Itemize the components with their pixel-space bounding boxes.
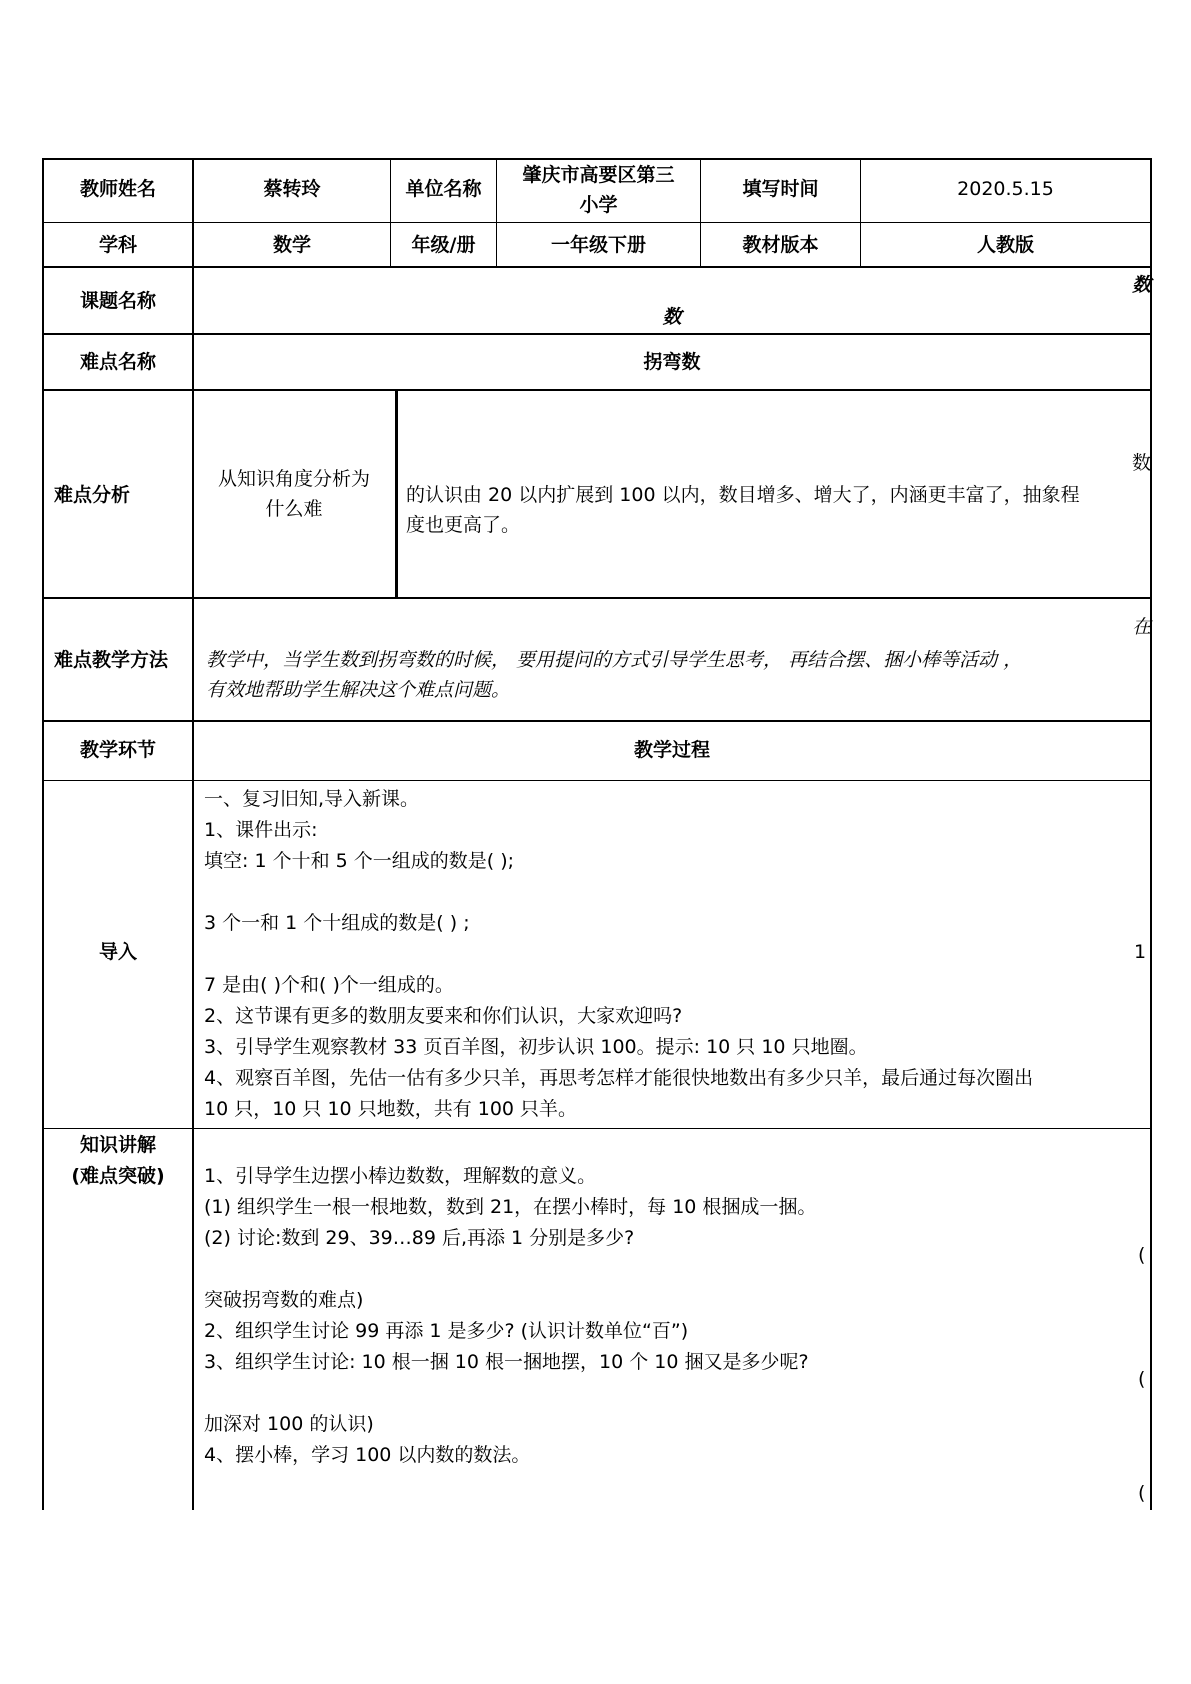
intro-line: 一、复习旧知,导入新课。 — [204, 788, 420, 810]
edition-value: 人教版 — [976, 234, 1034, 256]
intro-line: 3 个一和 1 个十组成的数是( ) ; — [204, 912, 470, 934]
intro-edge-char: 1 — [1134, 941, 1147, 963]
knowledge-label-line1: 知识讲解 — [79, 1134, 156, 1156]
analysis-edge-char: 数 — [1132, 452, 1152, 474]
intro-line: 10 只，10 只 10 只地数，共有 100 只羊。 — [204, 1098, 578, 1120]
method-edge-char: 在 — [1132, 616, 1152, 638]
knowledge-line: 3、组织学生讨论: 10 根一捆 10 根一捆地摆，10 个 10 捆又是多少呢? — [204, 1351, 809, 1373]
unit-name-label: 单位名称 — [405, 178, 482, 200]
knowledge-label-line2: (难点突破) — [71, 1165, 165, 1187]
method-label: 难点教学方法 — [54, 649, 169, 671]
edition-label: 教材版本 — [742, 234, 819, 256]
intro-line: 填空: 1 个十和 5 个一组成的数是( ); — [204, 850, 515, 872]
intro-line: 7 是由( )个和( )个一组成的。 — [204, 974, 454, 996]
analysis-text-line2: 度也更高了。 — [406, 514, 521, 536]
intro-line: 4、观察百羊图，先估一估有多少只羊，再思考怎样才能很快地数出有多少只羊，最后通过每次圈出 — [204, 1067, 1034, 1089]
topic-label: 课题名称 — [79, 290, 156, 312]
knowledge-line: 突破拐弯数的难点) — [204, 1289, 364, 1311]
intro-line: 2、这节课有更多的数朋友要来和你们认识，大家欢迎吗? — [204, 1005, 683, 1027]
knowledge-edge-char: ( — [1138, 1244, 1146, 1266]
stage-header-label: 教学环节 — [79, 739, 156, 761]
analysis-label: 难点分析 — [54, 484, 131, 506]
intro-label: 导入 — [98, 941, 137, 963]
grade-value: 一年级下册 — [550, 234, 646, 256]
knowledge-edge-char: ( — [1138, 1482, 1146, 1504]
knowledge-line: (1) 组织学生一根一根地数，数到 21，在摆小棒时，每 10 根捆成一捆。 — [204, 1196, 817, 1218]
knowledge-line: 加深对 100 的认识) — [204, 1413, 374, 1435]
unit-name-value-line1: 肇庆市高要区第三 — [522, 164, 675, 186]
knowledge-line: 2、组织学生讨论 99 再添 1 是多少? (认识计数单位“百”) — [204, 1320, 689, 1342]
intro-line: 1、课件出示: — [204, 819, 318, 841]
process-header-label: 教学过程 — [633, 739, 710, 761]
subject-value: 数学 — [272, 234, 311, 256]
knowledge-line: 4、摆小棒，学习 100 以内数的数法。 — [204, 1444, 531, 1466]
knowledge-line: (2) 讨论:数到 29、39…89 后,再添 1 分别是多少? — [204, 1227, 635, 1249]
topic-value: 数 — [662, 306, 682, 328]
analysis-text-line1: 的认识由 20 以内扩展到 100 以内，数目增多、增大了，内涵更丰富了，抽象程 — [406, 484, 1080, 506]
difficulty-value: 拐弯数 — [643, 351, 701, 373]
subject-label: 学科 — [98, 234, 137, 256]
knowledge-line: 1、引导学生边摆小棒边数数，理解数的意义。 — [204, 1165, 597, 1187]
teacher-name-value: 蔡转玲 — [263, 178, 321, 200]
fill-date-label: 填写时间 — [742, 178, 819, 200]
knowledge-edge-char: ( — [1138, 1368, 1146, 1390]
intro-line: 3、引导学生观察教材 33 页百羊图，初步认识 100。提示: 10 只 10 只地圈。 — [204, 1036, 868, 1058]
analysis-sub-label-line1: 从知识角度分析为 — [217, 468, 370, 490]
grade-label: 年级/册 — [411, 234, 476, 256]
method-text-line1: 教学中，当学生数到拐弯数的时候， 要用提问的方式引导学生思考， 再结合摆、捆小棒等活动 ， — [206, 649, 1023, 671]
difficulty-label: 难点名称 — [79, 351, 156, 373]
teacher-name-label: 教师姓名 — [79, 178, 156, 200]
method-text-line2: 有效地帮助学生解决这个难点问题。 — [206, 679, 511, 701]
fill-date-value: 2020.5.15 — [957, 178, 1054, 200]
topic-value-edge: 数 — [1132, 274, 1152, 296]
analysis-sub-label-line2: 什么难 — [265, 498, 323, 520]
unit-name-value-line2: 小学 — [579, 194, 618, 216]
